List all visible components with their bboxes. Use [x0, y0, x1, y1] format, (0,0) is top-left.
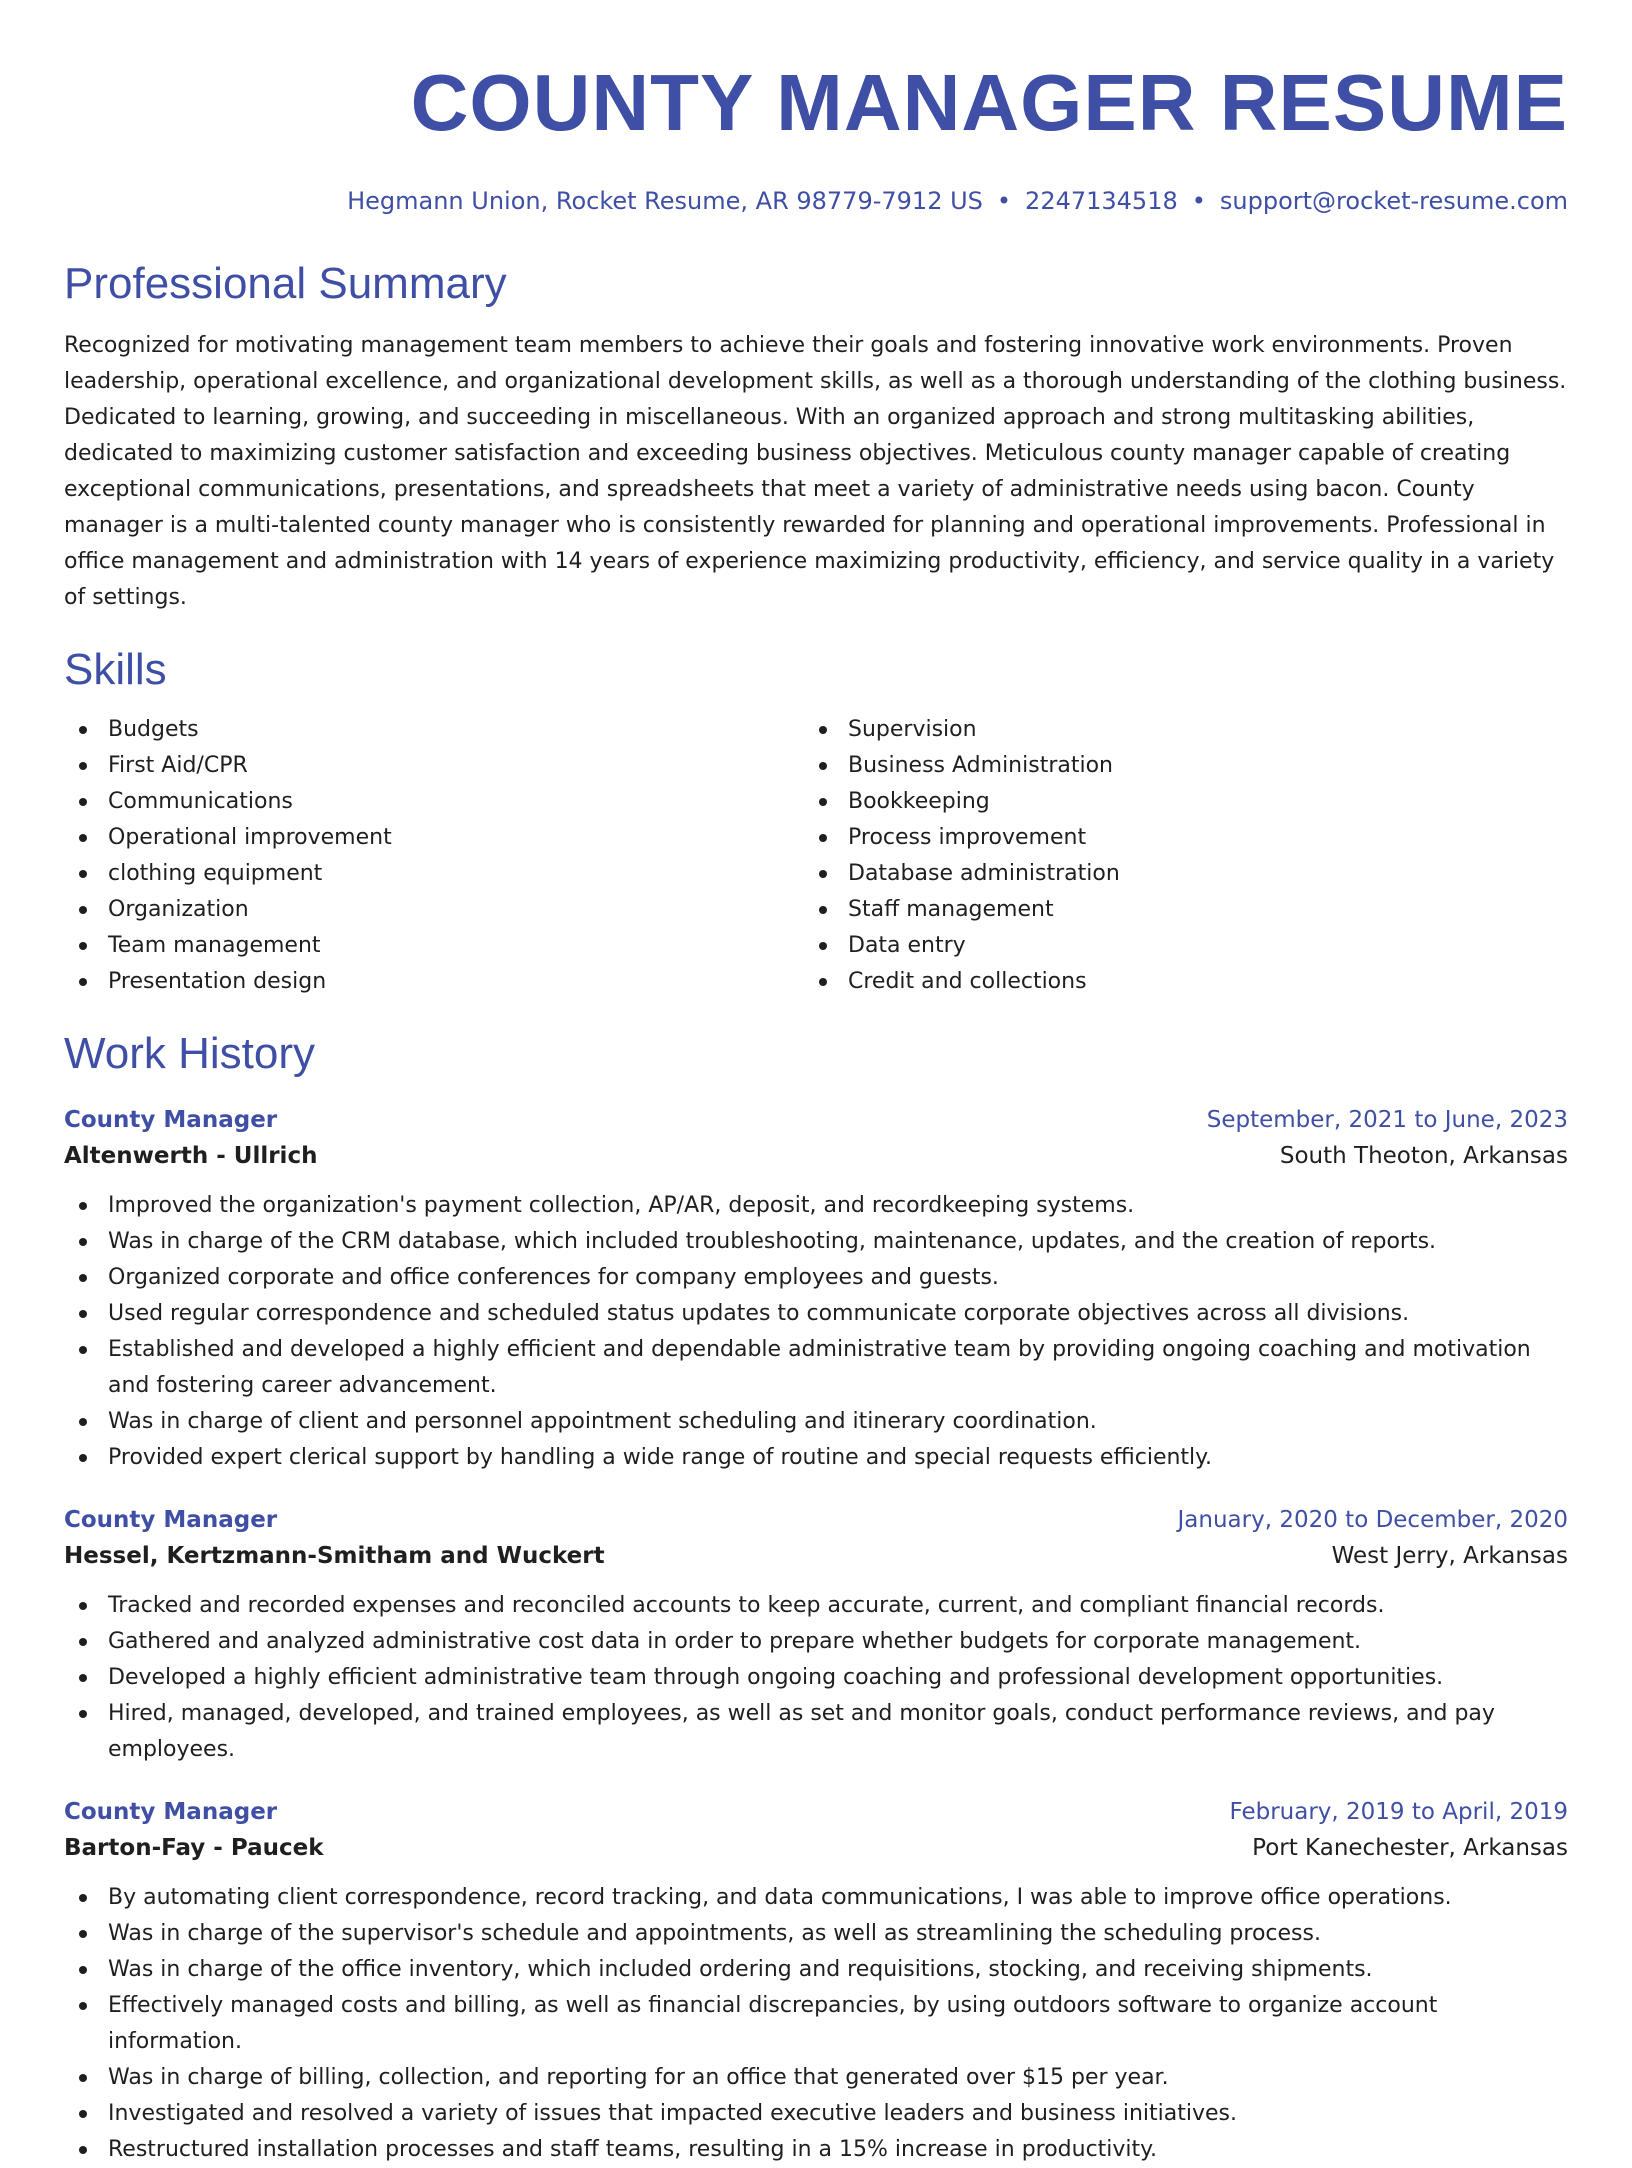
skill-item: Business Administration [804, 748, 1544, 784]
job-header-row [64, 1102, 1568, 1138]
job-company-row [64, 1830, 1568, 1866]
job-bullet: Investigated and resolved a variety of issues that impacted executive leaders and business initiatives. [64, 2096, 1568, 2132]
job-bullet: Used regular correspondence and scheduled status updates to communicate corporate objectives across all divisions. [64, 1296, 1568, 1332]
job-bullet: Established and developed a highly efficient and dependable administrative team by providing ongoing coaching and motivation and fostering career advancement. [64, 1332, 1568, 1404]
job-header-row [64, 1502, 1568, 1538]
job-header-row [64, 1794, 1568, 1830]
job-bullets [64, 1880, 1568, 2168]
skill-item: Supervision [804, 712, 1544, 748]
work-history [64, 1102, 1568, 2168]
job-bullet: Was in charge of the supervisor's schedule and appointments, as well as streamlining the scheduling process. [64, 1916, 1568, 1952]
job-bullet: Organized corporate and office conferences for company employees and guests. [64, 1260, 1568, 1296]
skill-item: First Aid/CPR [64, 748, 804, 784]
job-bullet: Improved the organization's payment collection, AP/AR, deposit, and recordkeeping systems. [64, 1188, 1568, 1224]
job-company-row [64, 1538, 1568, 1574]
job-company: Hessel, Kertzmann-Smitham and Wuckert [64, 1543, 605, 1569]
job-bullet: Effectively managed costs and billing, as well as financial discrepancies, by using outdoors software to organize account information. [64, 1988, 1568, 2060]
skill-item: clothing equipment [64, 856, 804, 892]
resume-title: COUNTY MANAGER RESUME [410, 58, 1568, 147]
skill-item: Database administration [804, 856, 1544, 892]
skill-item: Data entry [804, 928, 1544, 964]
job-entry [64, 1502, 1568, 1768]
job-title: County Manager [64, 1107, 278, 1133]
job-bullet: Tracked and recorded expenses and reconciled accounts to keep accurate, current, and compliant financial records. [64, 1588, 1568, 1624]
skill-item: Organization [64, 892, 804, 928]
job-bullets [64, 1188, 1568, 1476]
section-heading-work: Work History [64, 1029, 315, 1078]
contact-line [64, 186, 1568, 216]
job-location: West Jerry, Arkansas [1331, 1543, 1568, 1569]
skill-item: Team management [64, 928, 804, 964]
skills-right-list [804, 712, 1544, 1000]
contact-separator: • [996, 187, 1012, 215]
job-location: Port Kanechester, Arkansas [1252, 1835, 1568, 1861]
job-company: Altenwerth - Ullrich [64, 1143, 318, 1169]
skills-column-left [64, 712, 804, 1000]
job-bullet: By automating client correspondence, record tracking, and data communications, I was able to improve office operations. [64, 1880, 1568, 1916]
summary-text: Recognized for motivating management team members to achieve their goals and fostering innovative work environments. Proven leadership, operational excellence, and organizational development skills, as well as a thorough understanding of the clothing business. Dedicated to learning, growing, and succeeding in miscellaneous. With an organized approach and strong multitasking abilities, dedicated to maximizing customer satisfaction and exceeding business objectives. Meticulous county manager capable of creating exceptional communications, presentations, and spreadsheets that meet a variety of administrative needs using bacon. County manager is a multi-talented county manager who is consistently rewarded for planning and operational improvements. Professional in office management and administration with 14 years of experience maximizing productivity, efficiency, and service quality in a variety of settings. [64, 333, 1567, 610]
job-location: South Theoton, Arkansas [1279, 1143, 1568, 1169]
contact-email: support@rocket-resume.com [1219, 187, 1568, 215]
contact-separator: • [1191, 187, 1206, 215]
job-dates: September, 2021 to June, 2023 [1206, 1107, 1568, 1133]
job-bullet: Was in charge of the CRM database, which included troubleshooting, maintenance, updates, and the creation of reports. [64, 1224, 1568, 1260]
skill-item: Bookkeeping [804, 784, 1544, 820]
job-bullet: Provided expert clerical support by handling a wide range of routine and special requests efficiently. [64, 1440, 1568, 1476]
job-bullet: Was in charge of client and personnel appointment scheduling and itinerary coordination. [64, 1404, 1568, 1440]
skill-item: Operational improvement [64, 820, 804, 856]
job-bullet: Gathered and analyzed administrative cost data in order to prepare whether budgets for corporate management. [64, 1624, 1568, 1660]
job-company-row [64, 1138, 1568, 1174]
skills-column-right [804, 712, 1544, 1000]
job-dates: January, 2020 to December, 2020 [1177, 1507, 1568, 1533]
skill-item: Staff management [804, 892, 1544, 928]
skills-list [64, 712, 1568, 1000]
skill-item: Credit and collections [804, 964, 1544, 1000]
job-company: Barton-Fay - Paucek [64, 1835, 324, 1861]
contact-address: Hegmann Union, Rocket Resume, AR 98779-7912 US [347, 187, 983, 215]
job-dates: February, 2019 to April, 2019 [1229, 1799, 1568, 1825]
job-bullets [64, 1588, 1568, 1768]
job-bullet: Hired, managed, developed, and trained employees, as well as set and monitor goals, conduct performance reviews, and pay employees. [64, 1696, 1568, 1768]
job-entry [64, 1102, 1568, 1476]
job-title: County Manager [64, 1799, 278, 1825]
contact-phone: 2247134518 [1025, 187, 1178, 215]
skill-item: Process improvement [804, 820, 1544, 856]
skills-left-list [64, 712, 804, 1000]
skill-item: Communications [64, 784, 804, 820]
section-heading-summary: Professional Summary [64, 259, 507, 308]
job-bullet: Was in charge of the office inventory, which included ordering and requisitions, stocking, and receiving shipments. [64, 1952, 1568, 1988]
job-bullet: Developed a highly efficient administrative team through ongoing coaching and professional development opportunities. [64, 1660, 1568, 1696]
skill-item: Presentation design [64, 964, 804, 1000]
section-heading-skills: Skills [64, 645, 167, 694]
job-bullet: Was in charge of billing, collection, and reporting for an office that generated over $15 per year. [64, 2060, 1568, 2096]
job-title: County Manager [64, 1507, 278, 1533]
skill-item: Budgets [64, 712, 804, 748]
job-bullet: Restructured installation processes and staff teams, resulting in a 15% increase in productivity. [64, 2132, 1568, 2168]
